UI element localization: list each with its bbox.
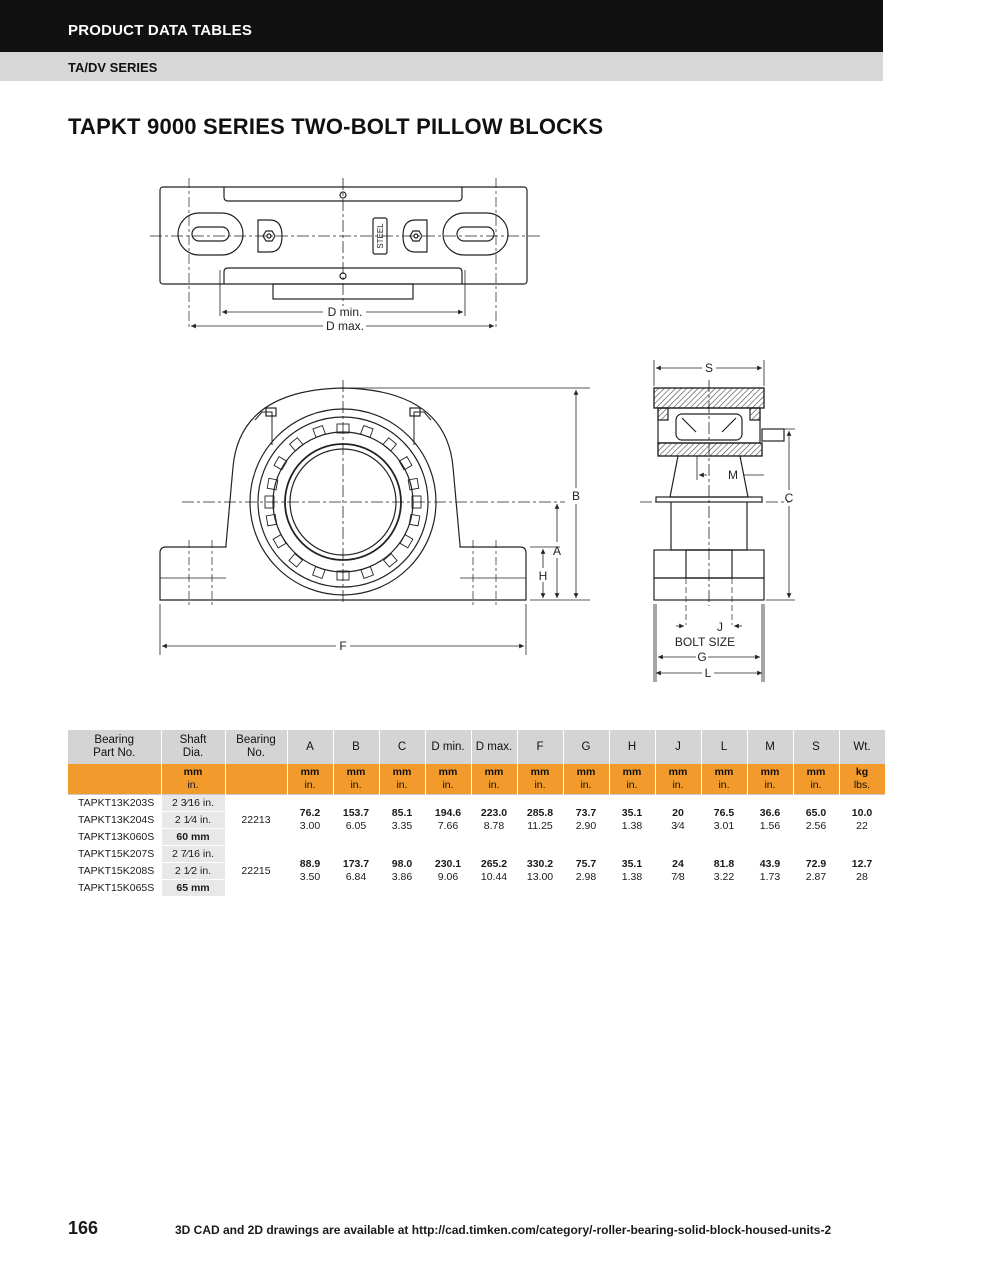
units-empty bbox=[68, 764, 161, 795]
value-f: 330.2 13.00 bbox=[517, 846, 563, 897]
dimensions-table bbox=[68, 730, 886, 897]
top-view bbox=[150, 178, 540, 333]
d-min-label: D min. bbox=[327, 305, 363, 319]
bearing-number: 22213 bbox=[225, 795, 287, 846]
value-a: 76.2 3.00 bbox=[287, 795, 333, 846]
units-empty bbox=[225, 764, 287, 795]
units-c: mm in. bbox=[379, 764, 425, 795]
cad-note: 3D CAD and 2D drawings are available at http://cad.timken.com/category/-roller-bearing-solid-block-housed-units-2 bbox=[175, 1223, 832, 1237]
header-f: F bbox=[517, 730, 563, 764]
value-m: 36.6 1.56 bbox=[747, 795, 793, 846]
dim-s-label: S bbox=[704, 361, 714, 375]
dim-l-label: L bbox=[704, 666, 712, 680]
shaft-diameter: 60 mm bbox=[161, 829, 225, 846]
dim-j-label: J bbox=[717, 620, 723, 634]
value-wt: 10.0 22 bbox=[839, 795, 885, 846]
header-h: H bbox=[609, 730, 655, 764]
value-d-min: 194.6 7.66 bbox=[425, 795, 471, 846]
header-a: A bbox=[287, 730, 333, 764]
units-shaft: mm in. bbox=[161, 764, 225, 795]
part-number: TAPKT13K204S bbox=[68, 812, 161, 829]
series-title: TA/DV SERIES bbox=[68, 60, 158, 75]
value-j: 24 7⁄8 bbox=[655, 846, 701, 897]
bearing-number: 22215 bbox=[225, 846, 287, 897]
units-d-max: mm in. bbox=[471, 764, 517, 795]
page-number: 166 bbox=[68, 1218, 99, 1238]
units-j: mm in. bbox=[655, 764, 701, 795]
units-b: mm in. bbox=[333, 764, 379, 795]
value-s: 65.0 2.56 bbox=[793, 795, 839, 846]
shaft-diameter: 2 1⁄4 in. bbox=[161, 812, 225, 829]
header-m: M bbox=[747, 730, 793, 764]
part-number: TAPKT13K060S bbox=[68, 829, 161, 846]
value-d-max: 223.0 8.78 bbox=[471, 795, 517, 846]
value-c: 98.0 3.86 bbox=[379, 846, 425, 897]
header-d-min: D min. bbox=[425, 730, 471, 764]
dim-a-label: A bbox=[552, 544, 562, 558]
shaft-diameter: 2 3⁄16 in. bbox=[161, 795, 225, 812]
side-view bbox=[640, 360, 795, 682]
bolt-size-label: BOLT SIZE bbox=[674, 635, 736, 649]
technical-drawing bbox=[0, 150, 1000, 690]
units-s: mm in. bbox=[793, 764, 839, 795]
part-number: TAPKT13K203S bbox=[68, 795, 161, 812]
value-h: 35.1 1.38 bbox=[609, 795, 655, 846]
value-c: 85.1 3.35 bbox=[379, 795, 425, 846]
steel-stamp: STEEL bbox=[376, 223, 385, 249]
dim-m-label: M bbox=[728, 468, 738, 482]
value-f: 285.8 11.25 bbox=[517, 795, 563, 846]
dim-b-label: B bbox=[571, 489, 581, 503]
units-a: mm in. bbox=[287, 764, 333, 795]
section-header-bar bbox=[0, 0, 883, 52]
value-l: 76.5 3.01 bbox=[701, 795, 747, 846]
shaft-diameter: 65 mm bbox=[161, 880, 225, 897]
header-j: J bbox=[655, 730, 701, 764]
units-m: mm in. bbox=[747, 764, 793, 795]
value-d-max: 265.2 10.44 bbox=[471, 846, 517, 897]
series-header-bar bbox=[0, 52, 883, 81]
value-g: 73.7 2.90 bbox=[563, 795, 609, 846]
units-d-min: mm in. bbox=[425, 764, 471, 795]
part-number: TAPKT15K065S bbox=[68, 880, 161, 897]
value-s: 72.9 2.87 bbox=[793, 846, 839, 897]
header-l: L bbox=[701, 730, 747, 764]
value-b: 173.7 6.84 bbox=[333, 846, 379, 897]
value-b: 153.7 6.05 bbox=[333, 795, 379, 846]
section-title: PRODUCT DATA TABLES bbox=[68, 22, 253, 39]
part-number: TAPKT15K208S bbox=[68, 863, 161, 880]
value-d-min: 230.1 9.06 bbox=[425, 846, 471, 897]
units-f: mm in. bbox=[517, 764, 563, 795]
table-row bbox=[68, 795, 885, 812]
table-row bbox=[68, 846, 885, 863]
shaft-diameter: 2 1⁄2 in. bbox=[161, 863, 225, 880]
shaft-diameter: 2 7⁄16 in. bbox=[161, 846, 225, 863]
header-g: G bbox=[563, 730, 609, 764]
dim-c-label: C bbox=[784, 491, 794, 505]
dim-f-label: F bbox=[339, 639, 347, 653]
value-l: 81.8 3.22 bbox=[701, 846, 747, 897]
value-wt: 12.7 28 bbox=[839, 846, 885, 897]
value-a: 88.9 3.50 bbox=[287, 846, 333, 897]
header-shaft: Shaft Dia. bbox=[161, 730, 225, 764]
header-c: C bbox=[379, 730, 425, 764]
part-number: TAPKT15K207S bbox=[68, 846, 161, 863]
front-view bbox=[160, 380, 590, 655]
dim-h-label: H bbox=[538, 569, 548, 583]
units-h: mm in. bbox=[609, 764, 655, 795]
header-b: B bbox=[333, 730, 379, 764]
header-bearing-no: Bearing No. bbox=[225, 730, 287, 764]
value-j: 20 3⁄4 bbox=[655, 795, 701, 846]
units-l: mm in. bbox=[701, 764, 747, 795]
header-wt: Wt. bbox=[839, 730, 885, 764]
units-wt: kg lbs. bbox=[839, 764, 885, 795]
dim-g-label: G bbox=[697, 650, 707, 664]
header-part-no: Bearing Part No. bbox=[68, 730, 161, 764]
value-g: 75.7 2.98 bbox=[563, 846, 609, 897]
table-units-row bbox=[68, 764, 885, 795]
value-m: 43.9 1.73 bbox=[747, 846, 793, 897]
units-g: mm in. bbox=[563, 764, 609, 795]
table-header-row bbox=[68, 730, 885, 764]
header-s: S bbox=[793, 730, 839, 764]
d-max-label: D max. bbox=[325, 319, 365, 333]
value-h: 35.1 1.38 bbox=[609, 846, 655, 897]
header-d-max: D max. bbox=[471, 730, 517, 764]
page-title: TAPKT 9000 SERIES TWO-BOLT PILLOW BLOCKS bbox=[68, 114, 604, 139]
